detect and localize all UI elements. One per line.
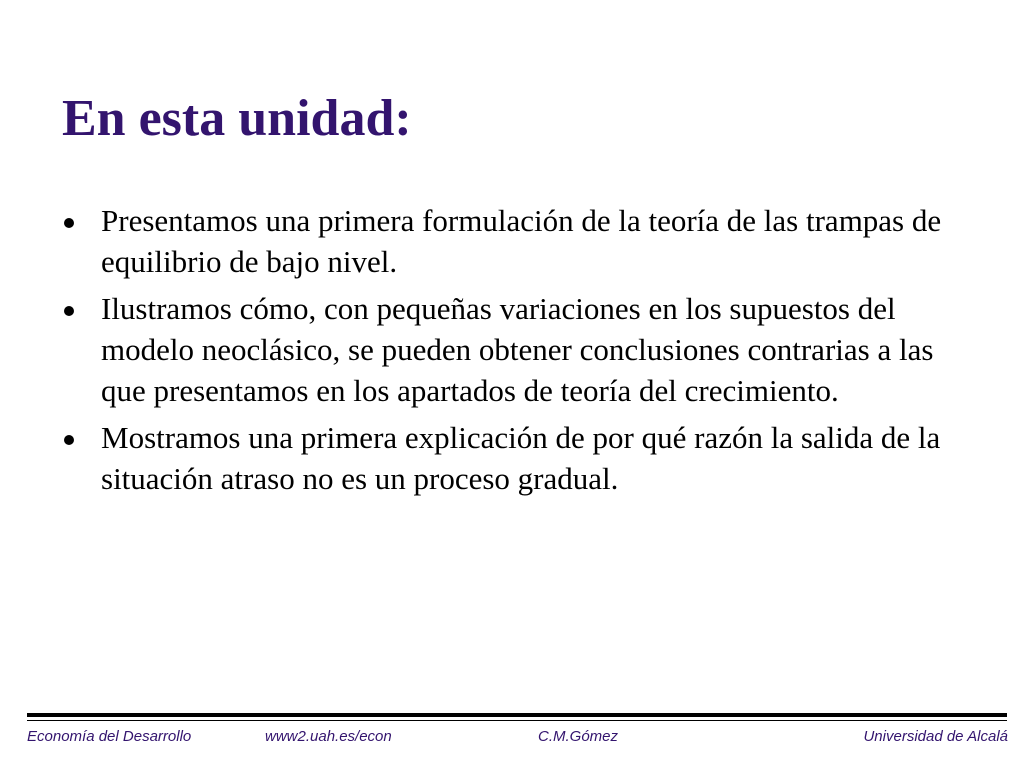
bullet-dot-icon [64, 306, 74, 316]
footer-url: www2.uah.es/econ [265, 728, 392, 745]
footer-course: Economía del Desarrollo [27, 728, 192, 745]
bullet-text: Ilustramos cómo, con pequeñas variaciones en los supuestos del modelo neoclásico, se pueden obtener conclusiones contrarias a las que presentamos en los apartados de teoría del crecimiento. [101, 291, 934, 408]
footer-divider-thin [27, 720, 1007, 721]
bullet-item [0, 417, 1024, 499]
footer-author: C.M.Gómez [538, 728, 619, 745]
footer-university: Universidad de Alcalá [863, 728, 1008, 745]
footer-divider-thick [27, 713, 1007, 717]
bullet-dot-icon [64, 218, 74, 228]
slide-title: En esta unidad: [62, 90, 412, 147]
bullet-text: Mostramos una primera explicación de por qué razón la salida de la situación atraso no es un proceso gradual. [101, 420, 941, 496]
bullet-text: Presentamos una primera formulación de la teoría de las trampas de equilibrio de bajo nivel. [101, 203, 942, 279]
bullet-list [0, 200, 1024, 505]
bullet-item [0, 200, 1024, 282]
bullet-dot-icon [64, 435, 74, 445]
bullet-item [0, 288, 1024, 411]
